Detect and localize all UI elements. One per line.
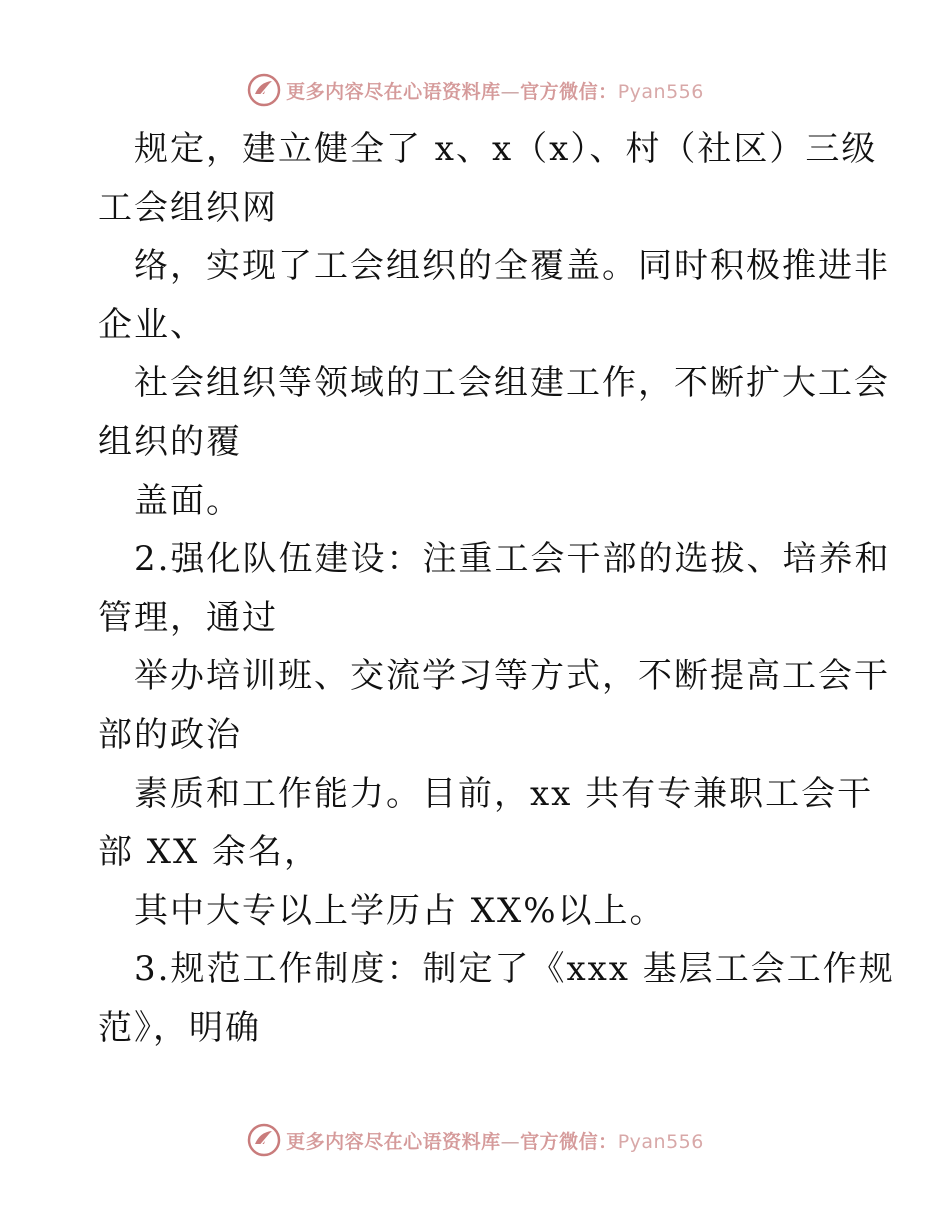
- text-line: 其中大专以上学历占 XX%以上。: [134, 890, 666, 931]
- text-line: 3.规范工作制度：制定了《xxx 基层工会工作规: [134, 949, 895, 990]
- watermark-account: Pyan556: [617, 80, 704, 103]
- watermark-label: 官方微信：: [520, 1130, 618, 1153]
- watermark-account: Pyan556: [617, 1130, 704, 1153]
- logo-icon: [246, 1122, 282, 1158]
- watermark-text: [286, 77, 704, 104]
- text-line: 工会组织网: [98, 187, 278, 228]
- text-line: 络，实现了工会组织的全覆盖。同时积极推进非: [134, 246, 890, 287]
- logo-icon: [246, 72, 282, 108]
- watermark-main-text: 更多内容尽在心语资料库: [286, 1130, 501, 1153]
- text-line: 2.强化队伍建设：注重工会干部的选拔、培养和: [134, 539, 891, 580]
- text-line: 组织的覆: [98, 421, 242, 462]
- watermark-main-text: 更多内容尽在心语资料库: [286, 80, 501, 103]
- watermark-text: [286, 1127, 704, 1154]
- text-line: 举办培训班、交流学习等方式，不断提高工会干: [134, 656, 890, 697]
- text-line: 部的政治: [98, 714, 242, 755]
- text-line: 规定，建立健全了 x、x（x）、村（社区）三级: [134, 129, 878, 169]
- header-watermark: [0, 70, 950, 110]
- text-line: 管理，通过: [98, 597, 278, 638]
- text-line: 部 XX 余名，: [98, 832, 321, 873]
- text-line: 社会组织等领域的工会组建工作，不断扩大工会: [134, 363, 890, 404]
- text-line: 素质和工作能力。目前，xx 共有专兼职工会干: [134, 773, 874, 814]
- text-line: 盖面。: [134, 480, 242, 521]
- text-line: 范》，明确: [98, 1007, 261, 1048]
- watermark-separator: —: [500, 80, 521, 103]
- watermark-separator: —: [500, 1130, 521, 1153]
- document-body: [98, 120, 895, 1058]
- watermark-label: 官方微信：: [520, 80, 618, 103]
- footer-watermark: [0, 1120, 950, 1160]
- text-line: 企业、: [98, 304, 206, 345]
